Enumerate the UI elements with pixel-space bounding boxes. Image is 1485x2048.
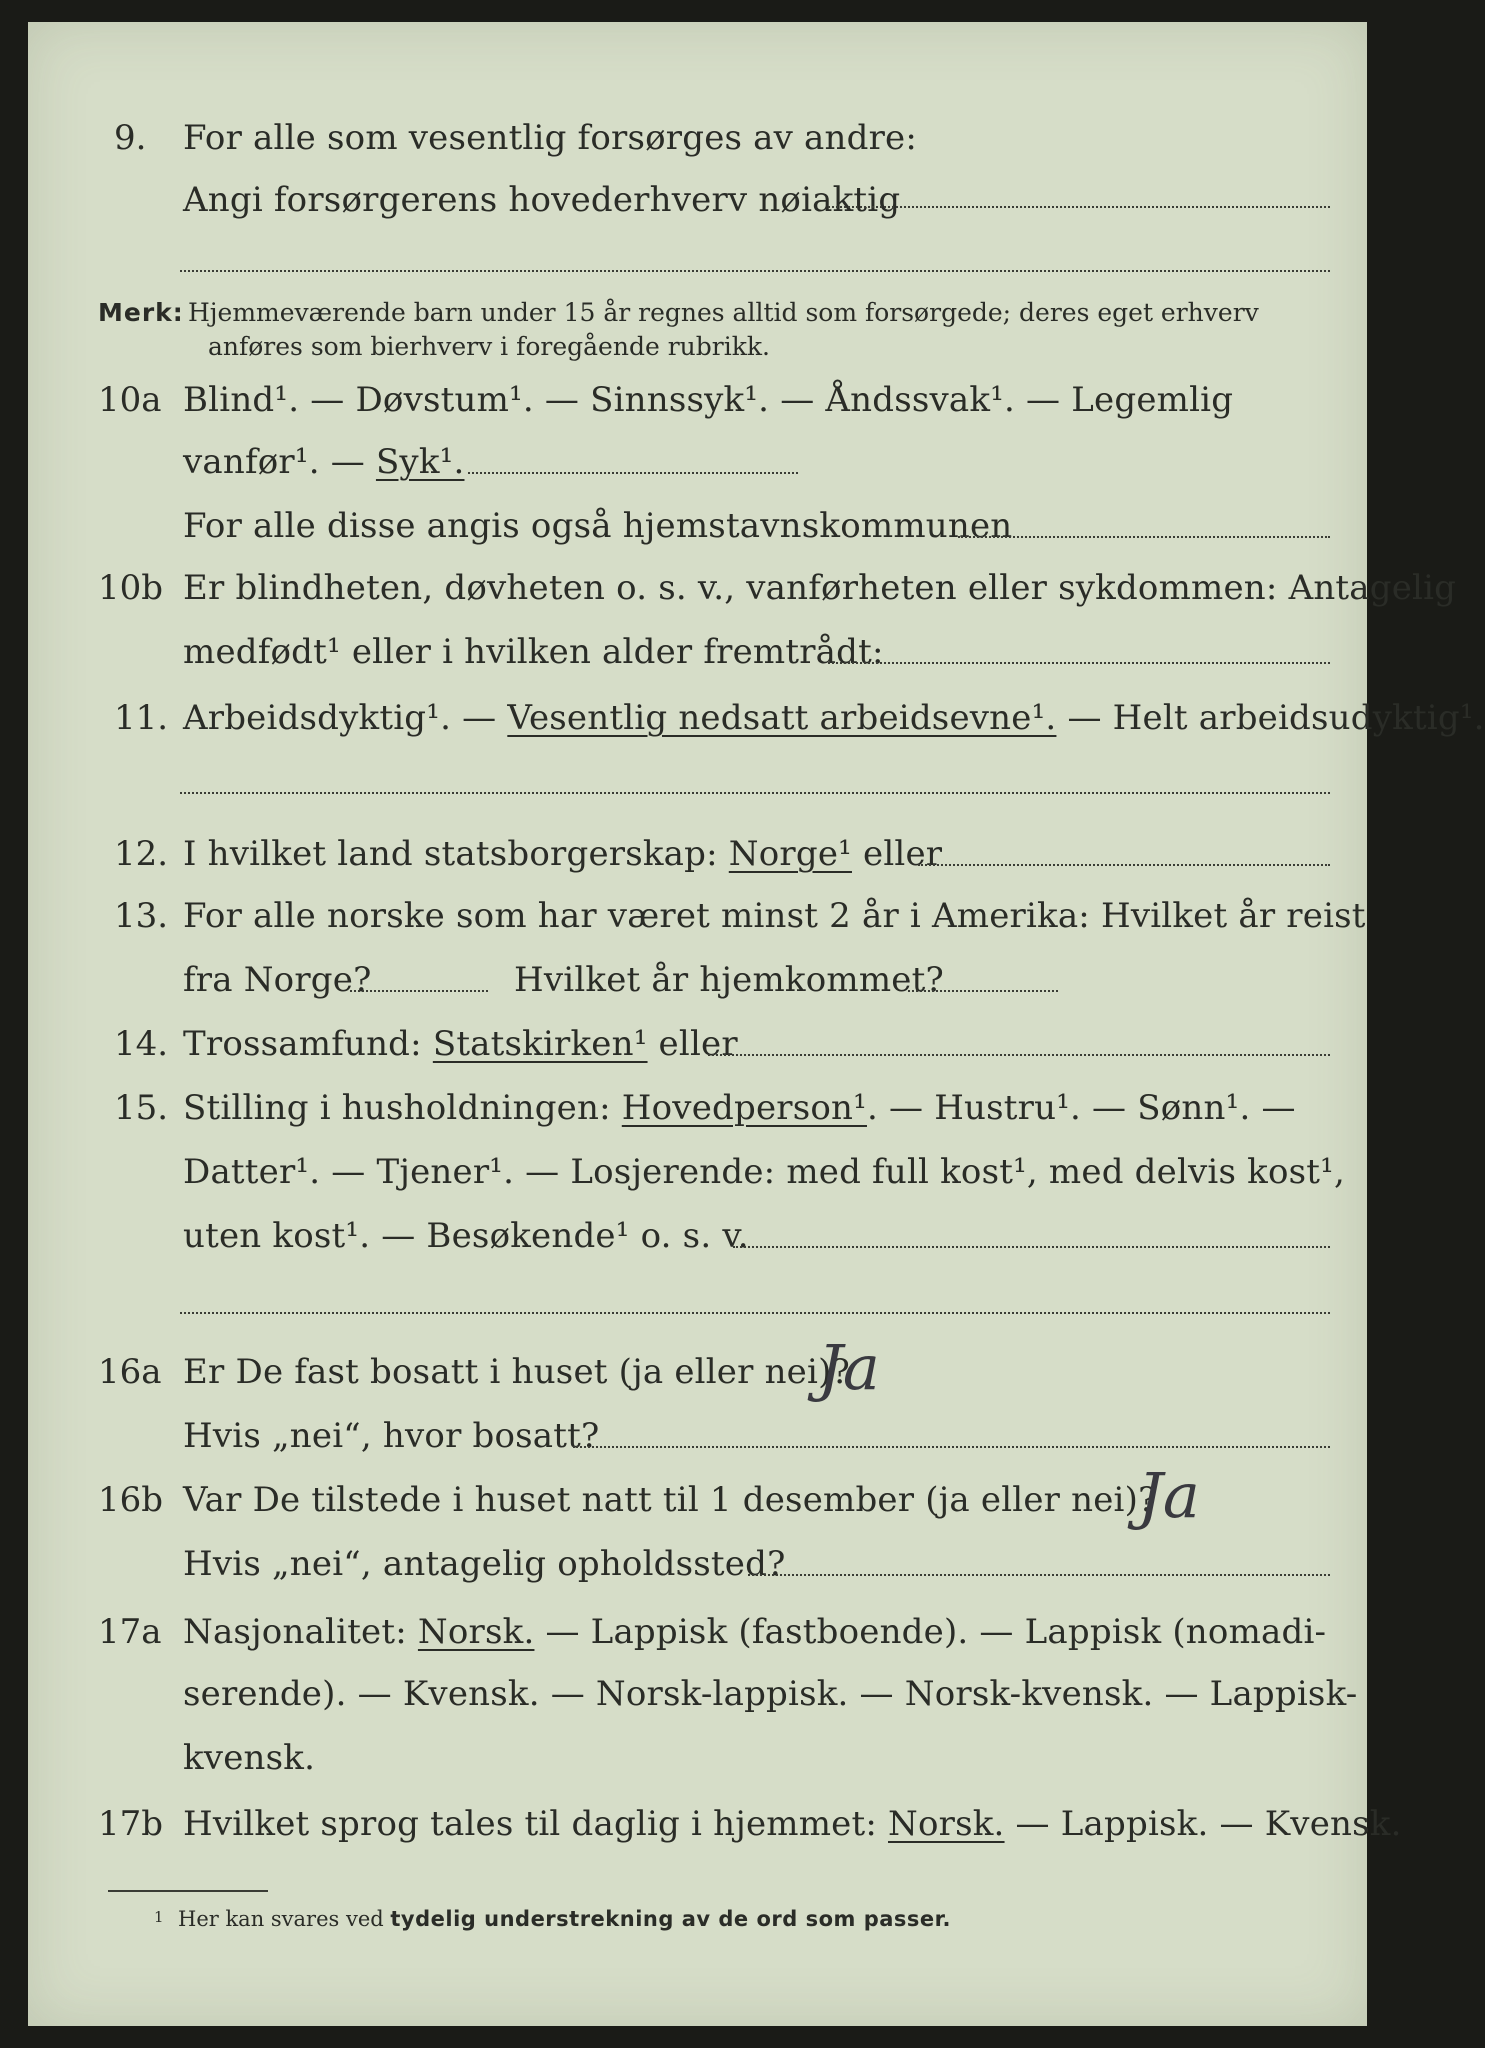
q16b-line1: Var De tilstede i huset natt til 1 desember (ja eller nei)?: [183, 1480, 1157, 1520]
q14-underlined-answer: Statskirken¹: [432, 1024, 648, 1064]
question-number-12: 12.: [114, 834, 169, 874]
q9-line2: Angi forsørgerens hovederhverv nøiaktig: [183, 180, 901, 220]
question-number-14: 14.: [114, 1024, 169, 1064]
q10b-answer-line[interactable]: [828, 662, 1330, 664]
question-number-10a: 10a: [98, 380, 162, 420]
q15-answer-line[interactable]: [733, 1246, 1330, 1248]
q11-underlined-answer: Vesentlig nedsatt arbeidsevne¹.: [507, 698, 1057, 738]
question-number-17a: 17a: [98, 1612, 162, 1652]
q16a-line1: Er De fast bosatt i huset (ja eller nei)?: [183, 1352, 850, 1392]
q10a-hometown-line[interactable]: [958, 536, 1330, 538]
q15-underlined-answer: Hovedperson¹: [621, 1088, 867, 1128]
q15-answer-line-2[interactable]: [180, 1312, 1330, 1314]
merk-line1: Hjemmeværende barn under 15 år regnes alltid som forsørgede; deres eget erhverv: [188, 298, 1259, 327]
q13-line2b: Hvilket år hjemkommet?: [514, 960, 944, 1000]
merk-label: Merk:: [98, 298, 184, 327]
q10a-line2: vanfør¹. — Syk¹.: [183, 442, 465, 482]
q15-line2: Datter¹. — Tjener¹. — Losjerende: med full kost¹, med delvis kost¹,: [183, 1152, 1345, 1192]
q13-year-returned-line[interactable]: [908, 990, 1058, 992]
footnote-text: Her kan svares ved tydelig understrekning av de ord som passer.: [178, 1907, 951, 1931]
merk-line2: anføres som bierhverv i foregående rubrikk.: [208, 332, 770, 361]
q10b-line2: medfødt¹ eller i hvilken alder fremtrådt:: [183, 632, 884, 672]
q12-answer-line[interactable]: [918, 864, 1330, 866]
q11-line: Arbeidsdyktig¹. — Vesentlig nedsatt arbeidsevne¹. — Helt arbeidsudyktig¹.: [183, 698, 1485, 738]
q16a-handwritten-answer: Ja: [818, 1331, 880, 1404]
q11-answer-line[interactable]: [180, 792, 1330, 794]
q12-line: I hvilket land statsborgerskap: Norge¹ eller: [183, 834, 943, 874]
q13-year-left-line[interactable]: [350, 990, 488, 992]
question-number-17b: 17b: [98, 1804, 164, 1844]
q17a-underlined-answer: Norsk.: [417, 1612, 535, 1652]
q9-answer-line[interactable]: [828, 206, 1330, 208]
footnote-mark: 1: [154, 1908, 164, 1926]
q10b-line1: Er blindheten, døvheten o. s. v., vanførheten eller sykdommen: Antagelig: [183, 568, 1457, 608]
q17a-line3: kvensk.: [183, 1738, 316, 1778]
q10a-line1: Blind¹. — Døvstum¹. — Sinnssyk¹. — Åndssvak¹. — Legemlig: [183, 380, 1234, 420]
question-number-13: 13.: [114, 896, 169, 936]
question-number-15: 15.: [114, 1088, 169, 1128]
q15-line3: uten kost¹. — Besøkende¹ o. s. v.: [183, 1216, 749, 1256]
q16b-line2: Hvis „nei“, antagelig opholdssted?: [183, 1544, 786, 1584]
q15-line1: Stilling i husholdningen: Hovedperson¹. — Hustru¹. — Sønn¹. —: [183, 1088, 1296, 1128]
q16a-answer-line[interactable]: [573, 1446, 1330, 1448]
census-form-page: [28, 22, 1485, 2026]
question-number-16b: 16b: [98, 1480, 164, 1520]
q17b-underlined-answer: Norsk.: [888, 1804, 1005, 1844]
q16a-line2: Hvis „nei“, hvor bosatt?: [183, 1416, 600, 1456]
q13-line1: For alle norske som har været minst 2 år i Amerika: Hvilket år reist: [183, 896, 1366, 936]
question-number-11: 11.: [114, 698, 169, 738]
q17a-line2: serende). — Kvensk. — Norsk-lappisk. — Norsk-kvensk. — Lappisk-: [183, 1674, 1358, 1714]
q9-line1: For alle som vesentlig forsørges av andre:: [183, 118, 918, 158]
q10a-answer-line[interactable]: [468, 472, 798, 474]
q14-line: Trossamfund: Statskirken¹ eller: [183, 1024, 738, 1064]
q14-answer-line[interactable]: [708, 1054, 1330, 1056]
q10a-syk-underlined: Syk¹.: [375, 442, 465, 482]
q17b-line: Hvilket sprog tales til daglig i hjemmet: Norsk. — Lappisk. — Kvensk.: [183, 1804, 1402, 1844]
footnote-divider: [108, 1890, 268, 1892]
q16b-handwritten-answer: Ja: [1138, 1459, 1200, 1532]
q17a-line1: Nasjonalitet: Norsk. — Lappisk (fastboende). — Lappisk (nomadi-: [183, 1612, 1327, 1652]
q10a-line3: For alle disse angis også hjemstavnskommunen: [183, 506, 1013, 546]
q12-underlined-answer: Norge¹: [728, 834, 852, 874]
question-number-10b: 10b: [98, 568, 164, 608]
q16b-answer-line[interactable]: [748, 1574, 1330, 1576]
q13-line2a: fra Norge?: [183, 960, 372, 1000]
question-number-9: 9.: [114, 118, 147, 158]
q9-answer-line-2[interactable]: [180, 270, 1330, 272]
question-number-16a: 16a: [98, 1352, 162, 1392]
